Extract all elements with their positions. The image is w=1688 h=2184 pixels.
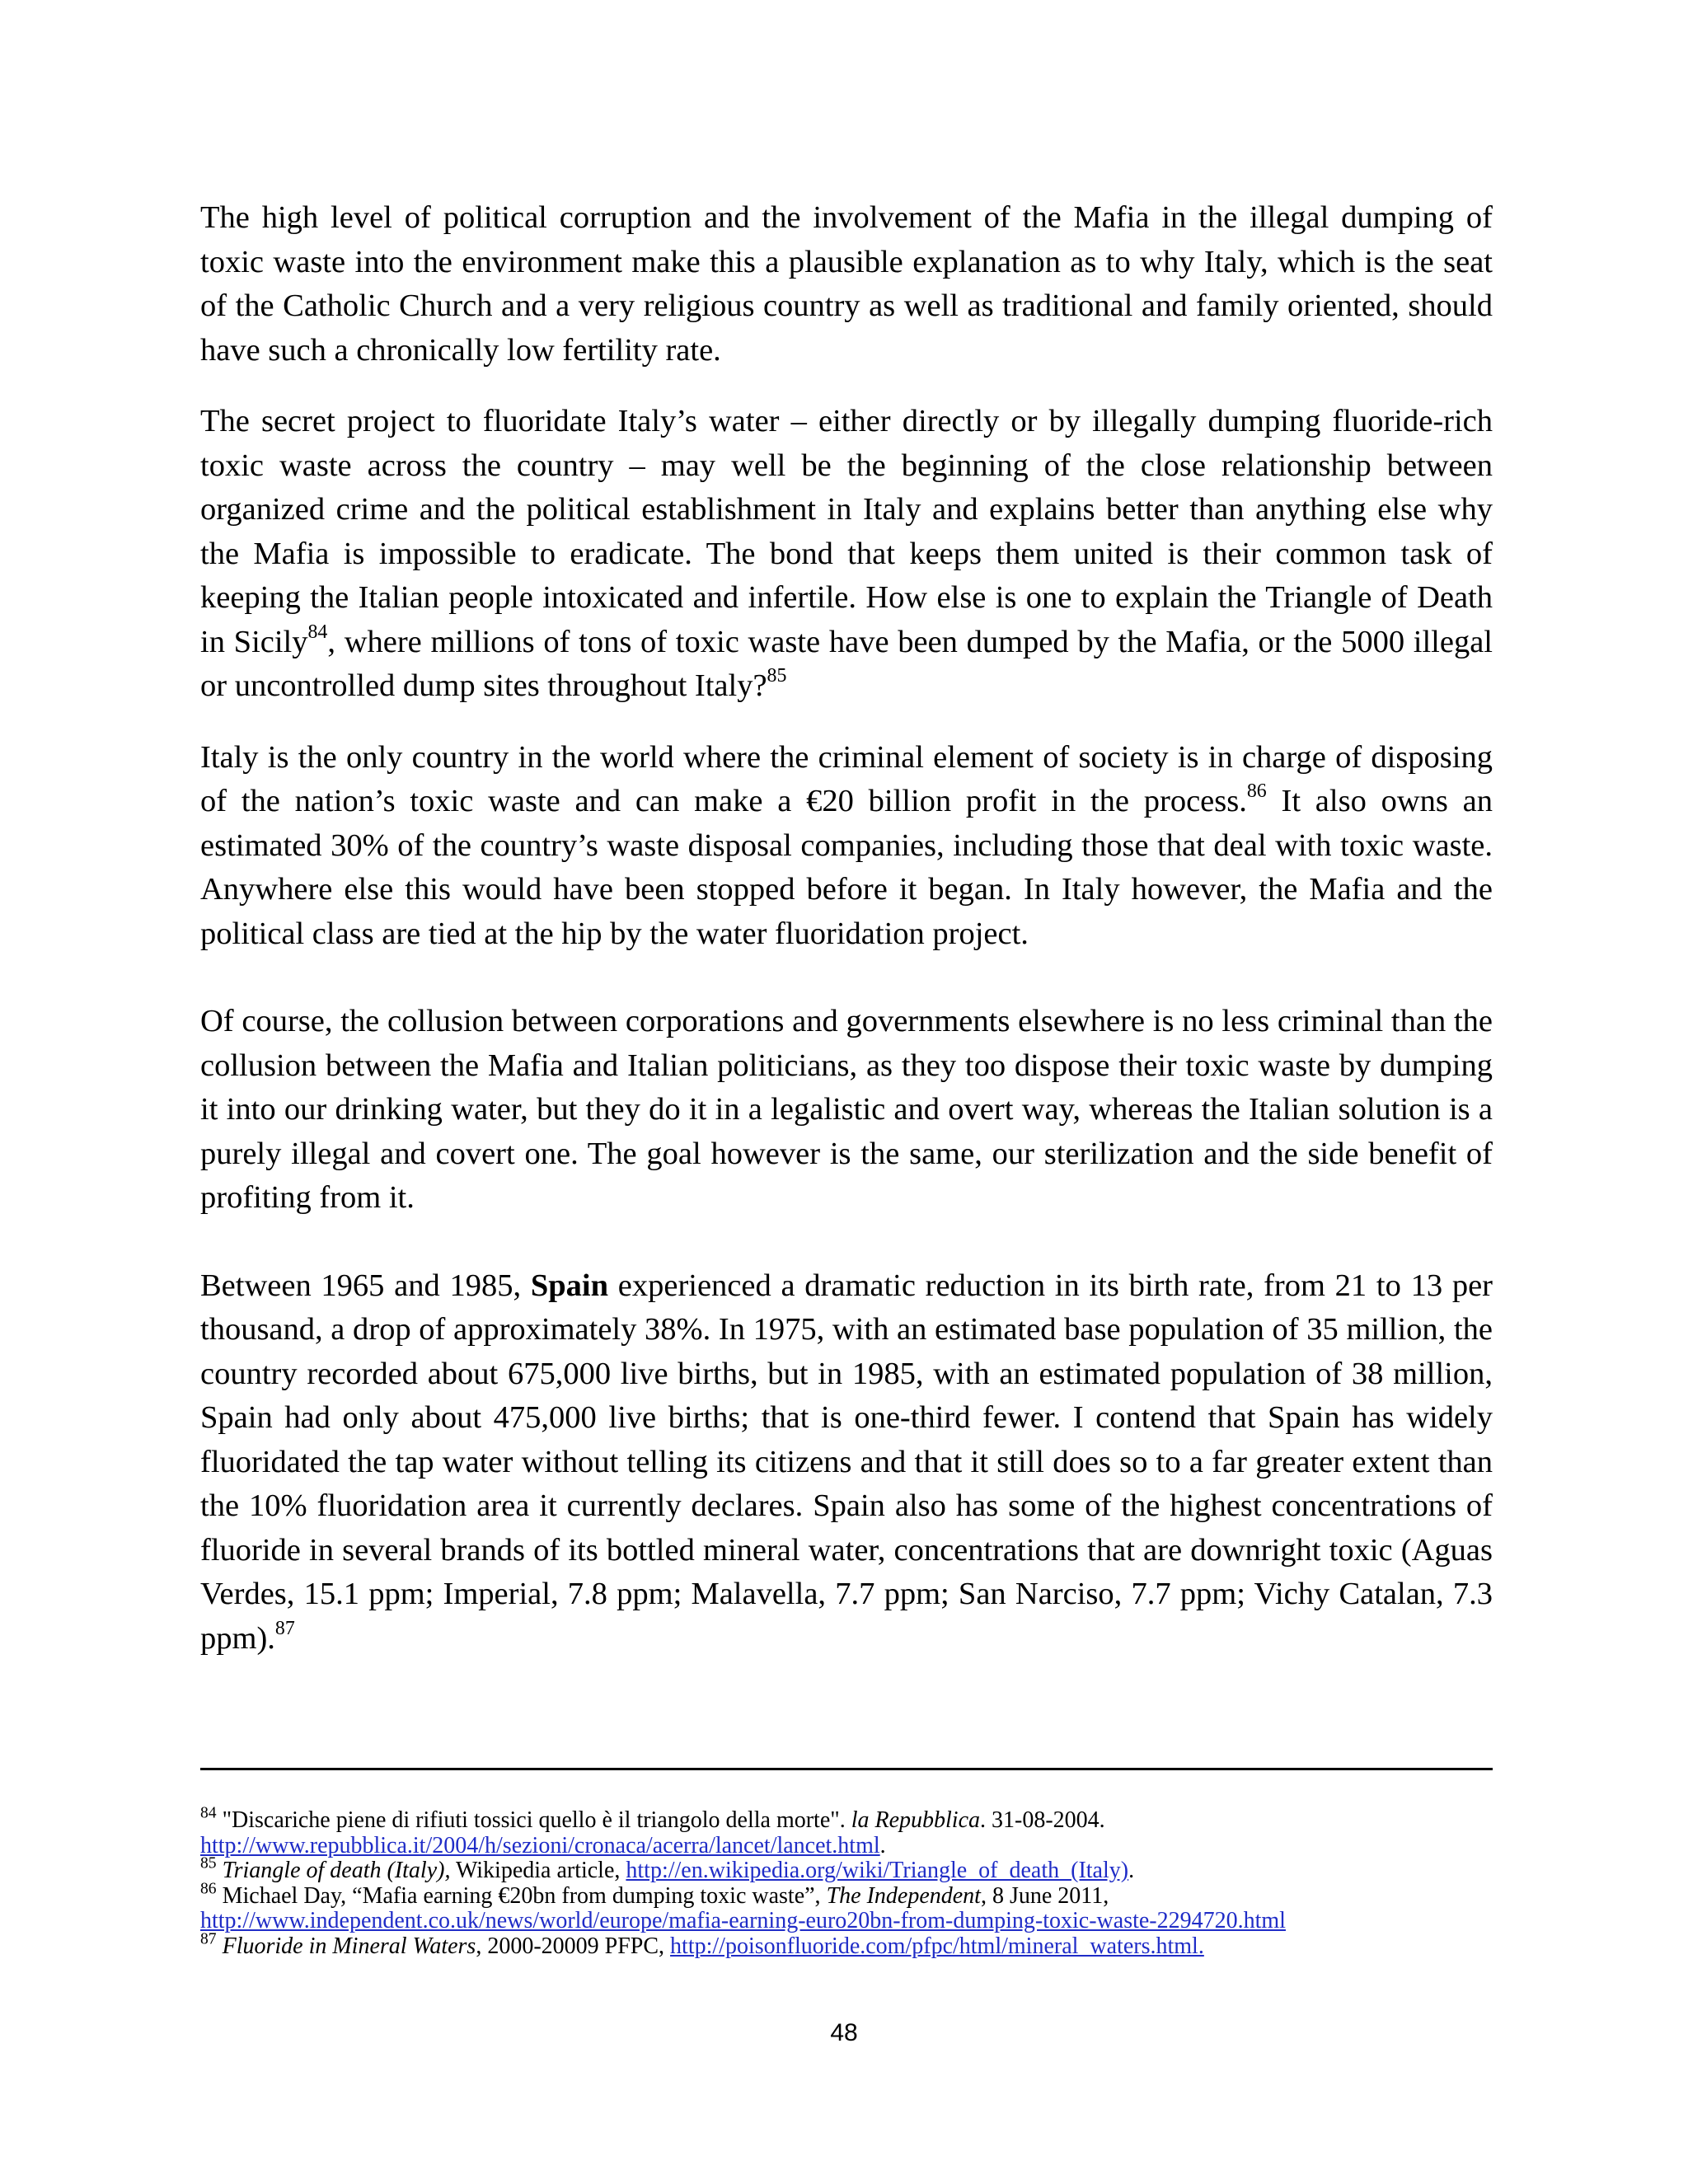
footnote-85 [200,1854,1493,1884]
footnote-84-number: 84 [200,1804,217,1822]
footnote-ref-87[interactable]: 87 [274,1617,295,1639]
footnotes [200,1804,1493,1959]
footnote-84 [200,1804,1493,1858]
footnote-84-date: . 31-08-2004. [980,1807,1105,1833]
footnote-87-number: 87 [200,1929,217,1947]
paragraph-5 [200,1264,1493,1661]
footnote-85-text: Wikipedia article, [450,1858,626,1883]
footnote-85-number: 85 [200,1854,217,1872]
paragraph-3-text-b: It also owns an estimated 30% of the country’s waste disposal companies, including those that deal with toxic waste. Anywhere else this would have been stopped before it began. In Italy however, the Mafia and the political class are tied at the hip by the water fluoridation project. [200,784,1493,951]
footnote-87-link[interactable]: http://poisonfluoride.com/pfpc/html/mineral_waters.html. [670,1933,1204,1959]
footnote-85-link[interactable]: http://en.wikipedia.org/wiki/Triangle_of_death_(Italy) [626,1858,1129,1883]
paragraph-4-text: Of course, the collusion between corporations and governments elsewhere is no less criminal than the collusion between the Mafia and Italian politicians, as they too dispose their toxic waste by dumping it into our drinking water, but they do it in a legalistic and overt way, whereas the Italian solution is a purely illegal and covert one. The goal however is the same, our sterilization and the side benefit of profiting from it. [200,1004,1493,1215]
footnote-84-after: . [879,1832,886,1858]
footnote-84-text: "Discariche piene di rifiuti tossici quello è il triangolo della morte". [216,1807,851,1833]
footnote-86-source: The Independent [826,1882,981,1909]
page-number: 48 [830,2019,858,2046]
body-text [200,196,1493,1661]
footnote-86 [200,1879,1493,1934]
footnote-87-text: , 2000-20009 PFPC, [476,1933,671,1959]
paragraph-1-text: The high level of political corruption and the involvement of the Mafia in the illegal dumping of toxic waste into the environment make this a plausible explanation as to why Italy, which is the seat of the Catholic Church and a very religious country as well as traditional and family oriented, should have such a chronically low fertility rate. [200,200,1493,368]
paragraph-4 [200,1000,1493,1221]
footnote-ref-86[interactable]: 86 [1246,780,1267,802]
footnote-86-number: 86 [200,1879,217,1897]
footnote-85-title: Triangle of death (Italy), [216,1858,451,1883]
footnote-85-after: . [1128,1858,1135,1883]
footnote-86-link[interactable]: http://www.independent.co.uk/news/world/europe/mafia-earning-euro20bn-from-dumping-toxic-waste-2294720.html [200,1908,1286,1933]
footnote-86-text: Michael Day, “Mafia earning €20bn from dumping toxic waste”, [216,1882,827,1909]
footnote-84-link[interactable]: http://www.repubblica.it/2004/h/sezioni/cronaca/acerra/lancet/lancet.html [200,1832,880,1858]
paragraph-2-text-a: The secret project to fluoridate Italy’s water – either directly or by illegally dumping fluoride-rich toxic waste across the country – may well be the beginning of the close relationship between organized crime and the political establishment in Italy and explains better than anything else why the Mafia is impossible to eradicate. The bond that keeps them united is their common task of keeping the Italian people intoxicated and infertile. How else is one to explain the Triangle of Death in Sicily [200,404,1493,659]
footnote-86-date: , 8 June 2011, [980,1882,1109,1909]
footnote-87-title: Fluoride in Mineral Waters [216,1933,476,1959]
paragraph-3 [200,736,1493,957]
footnote-ref-84[interactable]: 84 [307,621,328,643]
paragraph-3-text-a: Italy is the only country in the world where the criminal element of society is in charge of disposing of the nation’s toxic waste and can make a €20 billion profit in the process. [200,739,1493,818]
footnote-84-source: la Repubblica [851,1807,980,1833]
paragraph-5-text-a: Between 1965 and 1985, [200,1268,531,1303]
footnote-87 [200,1929,1493,1960]
paragraph-2-text-b: , where millions of tons of toxic waste have been dumped by the Mafia, or the 5000 illegal or uncontrolled dump sites throughout Italy? [200,624,1493,703]
footnote-separator [200,1768,1493,1770]
footnote-ref-85[interactable]: 85 [767,664,787,687]
paragraph-5-text-b: experienced a dramatic reduction in its birth rate, from 21 to 13 per thousand, a drop of approximately 38%. In 1975, with an estimated base population of 35 million, the country recorded about 675,000 live births, but in 1985, with an estimated population of 38 million, Spain had only about 475,000 live births; that is one-third fewer. I contend that Spain has widely fluoridated the tap water without telling its citizens and that it still does so to a far greater extent than the 10% fluoridation area it currently declares. Spain also has some of the highest concentrations of fluoride in several brands of its bottled mineral water, concentrations that are downright toxic (Aguas Verdes, 15.1 ppm; Imperial, 7.8 ppm; Malavella, 7.7 ppm; San Narciso, 7.7 ppm; Vichy Catalan, 7.3 ppm). [200,1268,1493,1656]
paragraph-5-bold-spain: Spain [530,1268,609,1303]
paragraph-2 [200,400,1493,709]
paragraph-1 [200,196,1493,373]
